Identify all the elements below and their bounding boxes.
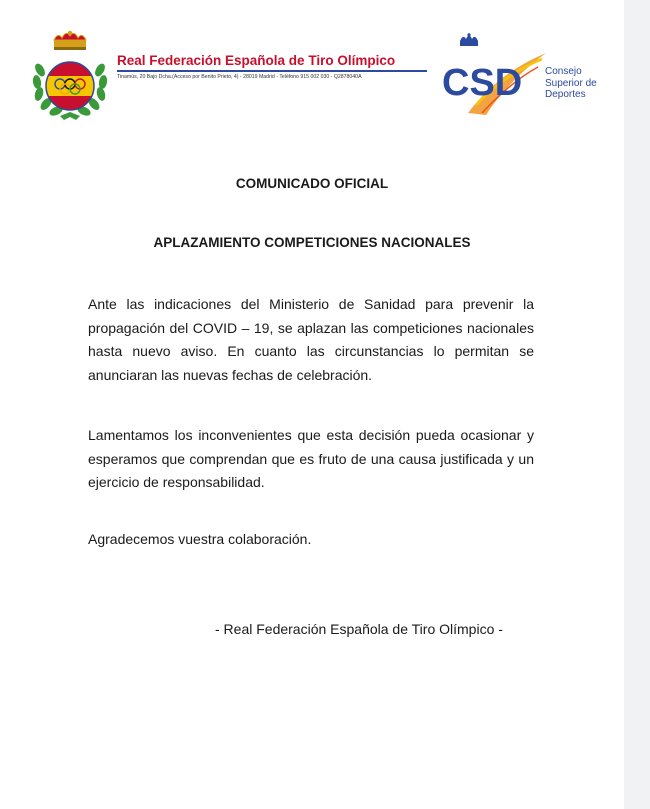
signature: - Real Federación Española de Tiro Olímpico - bbox=[215, 621, 503, 637]
org-divider bbox=[117, 70, 427, 72]
csd-subtitle-line: Consejo bbox=[545, 66, 582, 77]
paragraph: Lamentamos los inconvenientes que esta decisión pueda ocasionar y esperamos que comprendan que es fruto de una causa justificada y un ejercicio de responsabilidad. bbox=[88, 427, 534, 490]
document-heading: COMUNICADO OFICIAL bbox=[235, 176, 389, 191]
document-subheading: APLAZAMIENTO COMPETICIONES NACIONALES bbox=[153, 235, 471, 250]
csd-acronym: CSD bbox=[442, 62, 523, 104]
paragraph: Ante las indicaciones del Ministerio de Sanidad para prevenir la propagación del COVID – 19, se aplazan las competiciones nacionales hasta nuevo aviso. En cuanto las circunstancias lo permitan se anunciaran las nuevas fechas de celebración. bbox=[88, 296, 534, 383]
csd-subtitle-line: Deportes bbox=[545, 89, 586, 100]
viewer-side-strip bbox=[624, 0, 650, 809]
csd-subtitle bbox=[545, 66, 615, 101]
org-address: Tinamús, 20 Bajo Dcha.(Acceso por Benito Prieto, 4) - 28019 Madrid - Teléfono 915 002 030 - Q2878040A bbox=[117, 74, 362, 80]
csd-crown-icon bbox=[460, 33, 478, 46]
csd-logo bbox=[438, 33, 548, 125]
paragraph: Agradecemos vuestra colaboración. bbox=[88, 531, 312, 547]
org-name: Real Federación Española de Tiro Olímpico bbox=[117, 53, 396, 68]
csd-subtitle-line: Superior de bbox=[545, 77, 597, 89]
rfeto-crest-icon bbox=[30, 30, 110, 122]
